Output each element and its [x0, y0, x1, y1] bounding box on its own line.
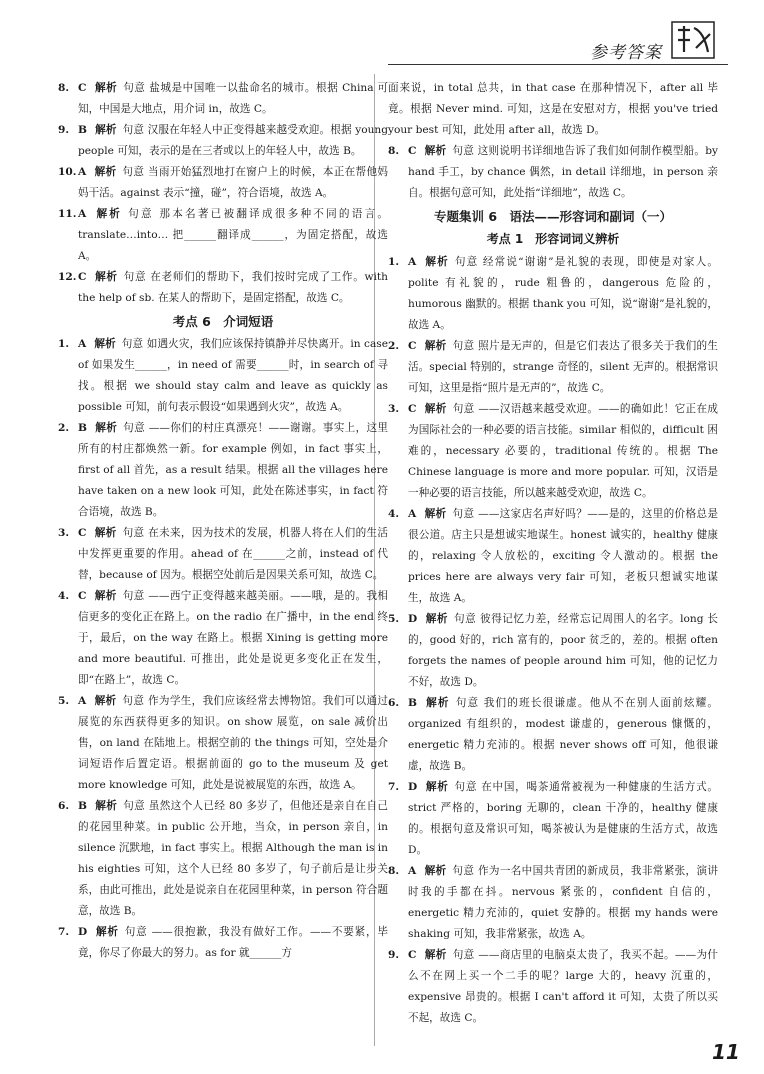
item-number: 4. — [58, 590, 70, 602]
answer-letter: B — [78, 800, 87, 812]
analysis-tag: 解析 — [425, 613, 448, 625]
analysis-tag: 解析 — [424, 949, 447, 961]
item-number: 12. — [58, 271, 77, 283]
analysis-text: 句意 ——商店里的电脑桌太贵了，我买不起。——为什么不在网上买一个二手的呢？large 大的，heavy 沉重的，expensive 昂贵的。根据 I can't afford it 可知，太贵了所以买不起，故选 C。 — [408, 949, 719, 1024]
answer-item — [58, 78, 388, 120]
analysis-tag: 解析 — [424, 508, 447, 520]
publisher-logo-icon — [670, 18, 716, 62]
analysis-text: 句意 虽然这个人已经 80 多岁了，但他还是亲自在自己的花园里种菜。in public 公开地，当众，in person 亲自，in silence 沉默地，in fact 事实上。根据 Although the man is in his eighties 可知，这个人已经 80 多岁了，句子前后是让步关系，由此可推出，此处是说亲自在花园里种菜，in person 符合题意，故选 B。 — [78, 800, 388, 917]
answer-letter: C — [78, 527, 87, 539]
answer-item — [388, 504, 718, 609]
item-number: 11. — [58, 208, 77, 220]
answer-item — [58, 267, 388, 309]
answer-item — [58, 796, 388, 922]
answer-letter: C — [408, 403, 417, 415]
item-number: 2. — [388, 340, 400, 352]
page-number: 11 — [712, 1040, 740, 1064]
continuation-text: 面来说，in total 总共，in that case 在那种情况下，after all 毕竟。根据 Never mind. 可知，这是在安慰对方，根据 you've tried your best 可知，此处用 after all，故选 D。 — [388, 82, 718, 136]
analysis-text: 句意 汉服在年轻人中正变得越来越受欢迎。根据 young people 可知，表示的是在三者或以上的年轻人中，故选 B。 — [78, 124, 389, 157]
analysis-text: 句意 经常说“谢谢”是礼貌的表现，即使是对家人。polite 有礼貌的，rude 粗鲁的，dangerous 危险的，humorous 幽默的。根据 thank you 可知，说“谢谢”是礼貌的，故选 A。 — [408, 256, 718, 331]
analysis-text: 句意 作为一名中国共青团的新成员，我非常紧张，演讲时我的手都在抖。nervous 紧张的，confident 自信的，energetic 精力充沛的，quiet 安静的。根据 my hands were shaking 可知，我非常紧张，故选 A。 — [408, 865, 718, 940]
answer-item — [58, 586, 388, 691]
analysis-text: 句意 ——这家店名声好吗？——是的，这里的价格总是很公道。店主只是想诚实地谋生。honest 诚实的，healthy 健康的，relaxing 令人放松的，exciting 令人激动的。根据 the prices here are always very fair 可知，老板只想诚实地谋生，故选 A。 — [408, 508, 718, 604]
answer-letter: B — [408, 697, 417, 709]
analysis-tag: 解析 — [94, 338, 116, 350]
answer-letter: C — [78, 82, 87, 94]
item-number: 6. — [58, 800, 70, 812]
answer-item — [58, 120, 388, 162]
analysis-text: 句意 这则说明书详细地告诉了我们如何制作模型船。by hand 手工，by chance 偶然，in detail 详细地，in person 亲自。根据句意可知，此处指“详细地”，故选 C。 — [408, 145, 718, 199]
analysis-text: 句意 ——很抱歉，我没有做好工作。——不要紧，毕竟，你尽了你最大的努力。as for 就______方 — [78, 926, 388, 959]
left-items-bottom — [58, 334, 388, 964]
analysis-tag: 解析 — [94, 166, 117, 178]
analysis-tag: 解析 — [425, 781, 449, 793]
answer-item — [388, 945, 718, 1029]
analysis-text: 句意 ——你们的村庄真漂亮！——谢谢。事实上，这里所有的村庄都焕然一新。for example 例如，in fact 事实上，first of all 首先，as a result 结果。根据 all the villages here have taken on a new look 可知，此处在陈述事实，in fact 符合语境，故选 B。 — [78, 422, 389, 518]
analysis-text: 句意 盐城是中国唯一以盐命名的城市。根据 China 可知，中国是大地点，用介词 in，故选 C。 — [78, 82, 389, 115]
answer-letter: C — [408, 145, 417, 157]
item-number: 3. — [58, 527, 70, 539]
analysis-text: 句意 作为学生，我们应该经常去博物馆。我们可以通过展览的东西获得更多的知识。on show 展览，on sale 减价出售，on land 在陆地上。根据空前的 the things 可知，空处是介词短语作后置定语。根据前面的 go to the museum 及 get more knowledge 可知，此处是说被展览的东西，故选 A。 — [78, 695, 388, 791]
answer-item — [58, 418, 388, 523]
item-number: 8. — [58, 82, 70, 94]
item-number: 5. — [58, 695, 70, 707]
answer-letter: B — [78, 422, 87, 434]
answer-item — [388, 861, 718, 945]
answer-letter: D — [408, 781, 418, 793]
subsection-title-adjective-meaning: 考点 1 形容词词义辨析 — [486, 232, 620, 246]
analysis-tag: 解析 — [94, 82, 118, 94]
analysis-tag: 解析 — [94, 271, 118, 283]
analysis-tag: 解析 — [424, 256, 449, 268]
analysis-text: 句意 在老师们的帮助下，我们按时完成了工作。with the help of sb. 在某人的帮助下，是固定搭配，故选 C。 — [78, 271, 389, 304]
answer-letter: A — [408, 508, 417, 520]
analysis-text: 句意 在中国，喝茶通常被视为一种健康的生活方式。strict 严格的，boring 无聊的，clean 干净的，healthy 健康的。根据句意及常识可知，喝茶被认为是健康的生活方式，故选 D。 — [408, 781, 719, 856]
answer-letter: C — [78, 590, 87, 602]
item-number: 9. — [58, 124, 70, 136]
analysis-text: 句意 照片是无声的，但是它们表达了很多关于我们的生活。special 特别的，strange 奇怪的，silent 无声的。根据常识可知，这里是指“照片是无声的”，故选 C。 — [408, 340, 719, 394]
answer-letter: C — [78, 271, 87, 283]
analysis-text: 句意 ——西宁正变得越来越美丽。——哦，是的。我相信更多的变化正在路上。on the radio 在广播中，in the end 终于，最后，on the way 在路上。根据 Xining is getting more and more beautiful. 可推出，此处是说更多变化正在发生，即“在路上”，故选 C。 — [78, 590, 389, 686]
item-number: 2. — [58, 422, 70, 434]
item-number: 6. — [388, 697, 400, 709]
answer-letter: C — [408, 340, 417, 352]
answer-item — [58, 691, 388, 796]
analysis-text: 句意 ——汉语越来越受欢迎。——的确如此！它正在成为国际社会的一种必要的语言技能。similar 相似的，difficult 困难的，necessary 必要的，traditional 传统的。根据 The Chinese language is more and more popular. 可知，汉语是一种必要的语言技能，所以越来越受欢迎，故选 C。 — [408, 403, 719, 499]
answer-letter: A — [78, 695, 87, 707]
analysis-tag: 解析 — [94, 695, 117, 707]
analysis-tag: 解析 — [424, 865, 447, 877]
analysis-text: 句意 彼得记忆力差，经常忘记周围人的名字。long 长的，good 好的，rich 富有的，poor 贫乏的，差的。根据 often forgets the names of people around him 可知，他的记忆力不好，故选 D。 — [408, 613, 719, 688]
item-number: 5. — [388, 613, 400, 625]
left-column — [58, 78, 388, 964]
answer-letter: D — [408, 613, 418, 625]
analysis-tag: 解析 — [424, 403, 447, 415]
answer-item — [58, 162, 388, 204]
answer-letter: B — [78, 124, 87, 136]
left-items-top — [58, 78, 388, 309]
analysis-tag: 解析 — [95, 926, 119, 938]
answer-item — [58, 523, 388, 586]
answer-letter: A — [78, 166, 87, 178]
answer-letter: A — [408, 256, 417, 268]
analysis-tag: 解析 — [94, 800, 118, 812]
answer-item — [388, 609, 718, 693]
item-number: 10. — [58, 166, 77, 178]
answer-letter: A — [78, 338, 87, 350]
item-number: 7. — [58, 926, 70, 938]
item-number: 1. — [58, 338, 70, 350]
page-header — [0, 0, 764, 63]
answer-item — [58, 334, 388, 418]
analysis-text: 句意 那本名著已被翻译成很多种不同的语言。translate…into… 把______翻译成______，为固定搭配，故选 A。 — [78, 208, 388, 262]
header-title: 参考答案 — [590, 43, 662, 63]
analysis-tag: 解析 — [94, 124, 117, 136]
right-column — [388, 78, 718, 1029]
section-title-adjectives-adverbs: 专题集训 6 语法——形容词和副词（一） — [433, 209, 673, 224]
section-title-prepositional-phrases: 考点 6 介词短语 — [172, 314, 274, 329]
analysis-tag: 解析 — [94, 590, 117, 602]
item-number: 1. — [388, 256, 400, 268]
answer-item — [388, 252, 718, 336]
analysis-text: 句意 如遇火灾，我们应该保持镇静并尽快离开。in case of 如果发生______，in need of 需要______时，in search of 寻找。根据 we should stay calm and leave as quickly as possible 可知，前句表示假设“如果遇到火灾”，故选 A。 — [78, 338, 388, 413]
item-number: 7. — [388, 781, 400, 793]
analysis-tag: 解析 — [424, 697, 450, 709]
analysis-tag: 解析 — [94, 527, 117, 539]
answer-item — [388, 693, 718, 777]
analysis-text: 句意 在未来，因为技术的发展，机器人将在人们的生活中发挥更重要的作用。ahead of 在______之前，instead of 代替，because of 因为。根据空处前后是因果关系可知，故选 C。 — [78, 527, 389, 581]
right-items-bottom — [388, 252, 718, 1029]
answer-item — [388, 141, 718, 204]
answer-letter: A — [408, 865, 417, 877]
item-number: 8. — [388, 145, 400, 157]
item-number: 3. — [388, 403, 400, 415]
item-number: 8. — [388, 865, 400, 877]
answer-item — [58, 922, 388, 964]
answer-letter: A — [78, 208, 87, 220]
header-rule — [388, 64, 728, 65]
right-items-top — [388, 141, 718, 204]
answer-item — [58, 204, 388, 267]
analysis-text: 句意 我们的班长很谦虚。他从不在别人面前炫耀。organized 有组织的，modest 谦虚的，generous 慷慨的，energetic 精力充沛的。根据 never shows off 可知，他很谦虚，故选 B。 — [408, 697, 718, 772]
analysis-tag: 解析 — [94, 422, 118, 434]
analysis-tag: 解析 — [424, 340, 447, 352]
item-number: 9. — [388, 949, 400, 961]
answer-letter: D — [78, 926, 88, 938]
analysis-tag: 解析 — [424, 145, 447, 157]
answer-item — [388, 777, 718, 861]
item-number: 4. — [388, 508, 400, 520]
answer-item — [388, 399, 718, 504]
answer-letter: C — [408, 949, 417, 961]
analysis-text: 句意 当雨开始猛烈地打在窗户上的时候，本正在帮他妈妈干活。against 表示“撞，碰”，符合语境，故选 A。 — [78, 166, 388, 199]
answer-item — [388, 336, 718, 399]
analysis-tag: 解析 — [94, 208, 123, 220]
